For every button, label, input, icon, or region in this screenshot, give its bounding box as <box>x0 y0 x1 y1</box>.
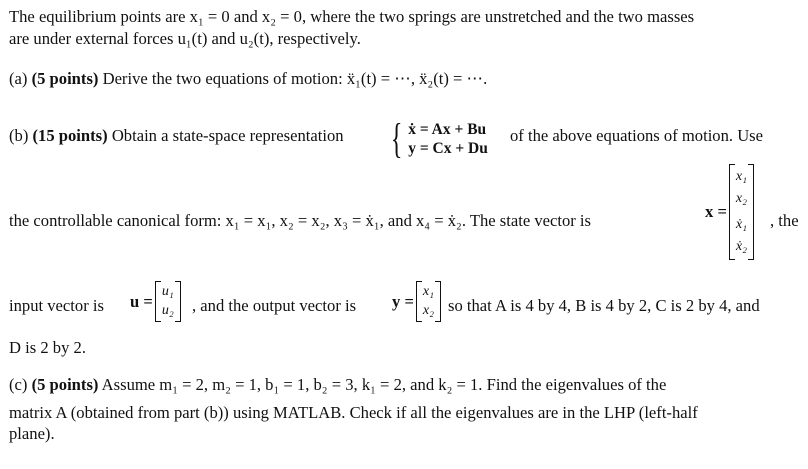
input-element-1: u₁ <box>161 284 174 299</box>
part-c-text-1: Assume m₁ = 2, m₂ = 1, b₁ = 1, b₂ = 3, k₁ = 2, and k₂ = 1. Find the eigenvalues of the <box>98 375 667 394</box>
state-vector-matrix <box>729 164 754 260</box>
brace-symbol: { <box>390 114 403 163</box>
part-b-text-5: input vector is <box>9 296 104 315</box>
input-vector-matrix <box>155 281 181 322</box>
output-vector-label: y = <box>392 291 414 311</box>
output-element-2: x₂ <box>422 303 434 318</box>
input-element-2: u₂ <box>161 303 174 318</box>
state-vector-block <box>705 164 754 260</box>
state-element-3: ẋ₁ <box>735 217 747 232</box>
part-b-points: (15 points) <box>32 126 108 145</box>
part-c-label: (c) <box>9 375 28 394</box>
input-vector-label: u = <box>130 291 153 311</box>
part-b-text-8: D is 2 by 2. <box>9 338 86 357</box>
part-c-points: (5 points) <box>31 375 99 394</box>
part-a-points: (5 points) <box>31 69 99 88</box>
output-vector-block <box>392 281 441 322</box>
part-b-label: (b) <box>9 126 29 145</box>
intro-line-2: are under external forces u₁(t) and u₂(t), respectively. <box>9 29 361 48</box>
part-a-text: Derive the two equations of motion: ẍ₁(t) = ⋯, ẍ₂(t) = ⋯. <box>98 69 488 88</box>
state-equation: ẋ = Ax + Bu <box>408 120 487 138</box>
state-vector-label: x = <box>705 202 727 222</box>
part-b-text-1: Obtain a state-space representation <box>107 126 344 145</box>
part-b-text-2: of the above equations of motion. Use <box>510 126 763 145</box>
part-b-text-7: so that A is 4 by 4, B is 4 by 2, C is 2 by 4, and <box>448 296 760 315</box>
part-c-line-1 <box>9 375 666 395</box>
part-a-label: (a) <box>9 69 28 88</box>
input-vector-block <box>130 281 181 322</box>
part-c-line-3: plane). <box>9 424 55 443</box>
state-element-4: ẋ₂ <box>735 239 747 254</box>
output-vector-matrix <box>416 281 441 322</box>
part-b-text-3: the controllable canonical form: x₁ = x₁, x₂ = x₂, x₃ = ẋ₁, and x₄ = ẋ₂. The state vector is <box>9 211 592 230</box>
output-element-1: x₁ <box>422 284 434 299</box>
output-equation: y = Cx + Du <box>408 140 488 157</box>
part-a <box>9 69 487 89</box>
part-b-line-1 <box>9 126 344 146</box>
part-c-line-2: matrix A (obtained from part (b)) using MATLAB. Check if all the eigenvalues are in the LHP (left-half <box>9 403 698 422</box>
state-element-1: x₁ <box>735 169 747 184</box>
intro-line-1: The equilibrium points are x₁ = 0 and x₂ = 0, where the two springs are unstretched and the two masses <box>9 7 695 26</box>
part-b-text-4: , the <box>770 211 799 230</box>
state-space-equations <box>387 116 488 162</box>
state-element-2: x₂ <box>735 191 747 206</box>
part-b-text-6: , and the output vector is <box>192 296 357 315</box>
